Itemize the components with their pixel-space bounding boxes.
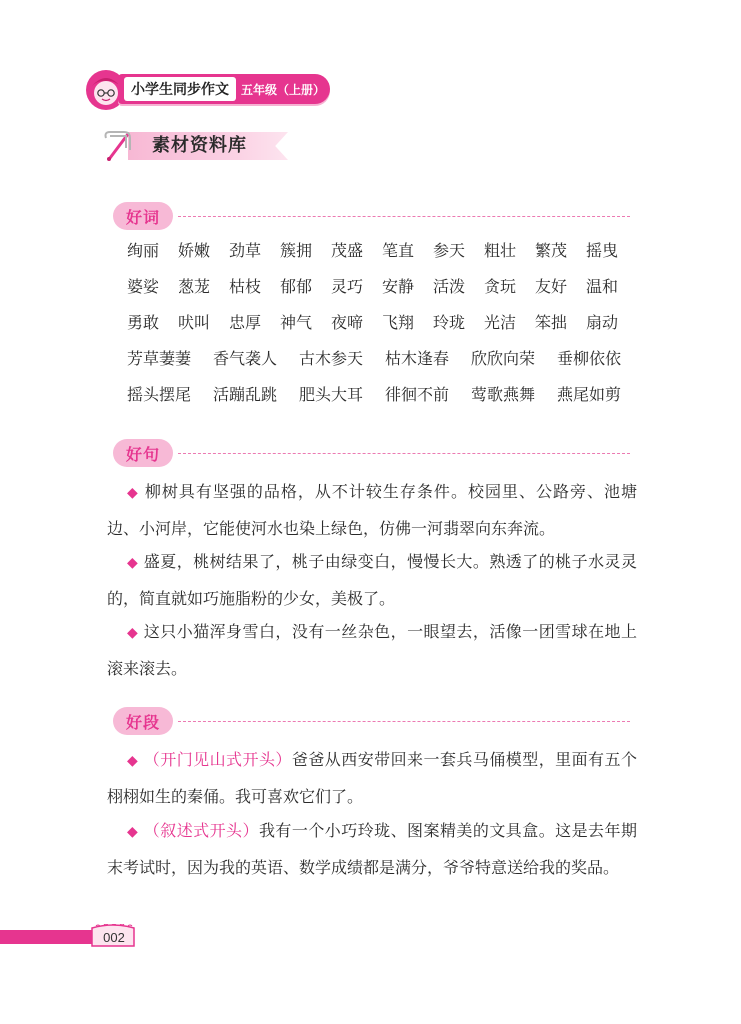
word: 参天	[433, 241, 466, 260]
idiom-list	[127, 346, 637, 418]
sentence-item	[107, 544, 637, 616]
word: 夜啼	[331, 313, 364, 332]
word: 粗壮	[484, 241, 517, 260]
word-list	[127, 238, 637, 346]
word: 笨拙	[535, 313, 568, 332]
word: 飞翔	[382, 313, 415, 332]
sentence-item	[107, 614, 637, 686]
sentence-item	[107, 474, 637, 546]
sentence-text: 柳树具有坚强的品格，从不计较生存条件。校园里、公路旁、池塘边、小河岸，它能使河水也染上绿色，仿佛一河翡翠向东奔流。	[107, 482, 637, 538]
sentence-text: 这只小猫浑身雪白，没有一丝杂色，一眼望去，活像一团雪球在地上滚来滚去。	[107, 622, 637, 678]
paragraph-type-tag: （开门见山式开头）	[143, 750, 292, 769]
good-paragraphs-label	[113, 707, 173, 735]
word: 茂盛	[331, 241, 364, 260]
diamond-bullet-icon: ◆	[127, 753, 139, 769]
paragraph-text: 爸爸从西安带回来一套兵马俑模型，里面有五个栩栩如生的秦俑。我可喜欢它们了。	[107, 750, 637, 806]
diamond-bullet-icon: ◆	[127, 625, 139, 641]
paperclip-pen-icon	[100, 128, 140, 164]
idiom: 古木参天	[299, 349, 364, 368]
idiom: 枯木逢春	[385, 349, 450, 368]
sentence-text: 盛夏，桃树结果了，桃子由绿变白，慢慢长大。熟透了的桃子水灵灵的，简直就如巧施脂粉的少女，美极了。	[107, 552, 637, 608]
idiom: 活蹦乱跳	[213, 385, 278, 404]
good-words-label	[113, 202, 173, 230]
idiom: 莺歌燕舞	[471, 385, 536, 404]
word: 繁茂	[535, 241, 568, 260]
word: 枯枝	[229, 277, 262, 296]
word: 劲草	[229, 241, 262, 260]
diamond-bullet-icon: ◆	[127, 824, 139, 840]
word: 勇敢	[127, 313, 160, 332]
idiom: 摇头摆尾	[127, 385, 192, 404]
good-paragraphs-label-text: 好段	[125, 712, 160, 732]
word: 光洁	[484, 313, 517, 332]
word: 贪玩	[484, 277, 517, 296]
book-title: 小学生同步作文	[124, 77, 236, 101]
idiom: 燕尾如剪	[557, 385, 622, 404]
word: 忠厚	[229, 313, 262, 332]
word: 郁郁	[280, 277, 313, 296]
paragraph-item	[107, 742, 637, 814]
good-sentences-label-text: 好句	[125, 444, 160, 464]
page-number: 002	[103, 929, 125, 945]
idiom: 欣欣向荣	[471, 349, 536, 368]
word: 葱茏	[178, 277, 211, 296]
paragraph-type-tag: （叙述式开头）	[143, 821, 259, 840]
good-sentences-label	[113, 439, 173, 467]
word: 安静	[382, 277, 415, 296]
idiom: 芳草萋萋	[127, 349, 192, 368]
good-sentences-divider	[178, 453, 630, 454]
word: 友好	[535, 277, 568, 296]
word: 笔直	[382, 241, 415, 260]
idiom: 徘徊不前	[385, 385, 450, 404]
word: 玲珑	[433, 313, 466, 332]
paragraph-item	[107, 813, 637, 885]
idiom: 垂柳依依	[557, 349, 622, 368]
word: 摇曳	[586, 241, 619, 260]
word: 扇动	[586, 313, 619, 332]
word: 温和	[586, 277, 619, 296]
idiom: 香气袭人	[213, 349, 278, 368]
section-banner	[100, 126, 290, 166]
word: 簇拥	[280, 241, 313, 260]
word: 吠叫	[178, 313, 211, 332]
idiom: 肥头大耳	[299, 385, 364, 404]
section-title: 素材资料库	[152, 135, 247, 156]
paragraph-text: 我有一个小巧玲珑、图案精美的文具盒。这是去年期末考试时，因为我的英语、数学成绩都是满分，爷爷特意送给我的奖品。	[107, 821, 637, 877]
diamond-bullet-icon: ◆	[127, 485, 139, 501]
word: 灵巧	[331, 277, 364, 296]
word: 神气	[280, 313, 313, 332]
word: 活泼	[433, 277, 466, 296]
grade-label: 五年级（上册）	[240, 82, 325, 97]
footer-bar	[0, 930, 100, 944]
diamond-bullet-icon: ◆	[127, 555, 139, 571]
word: 婆娑	[127, 277, 160, 296]
word: 绚丽	[127, 241, 160, 260]
good-words-label-text: 好词	[125, 207, 160, 227]
good-paragraphs-divider	[178, 721, 630, 722]
word: 娇嫩	[178, 241, 211, 260]
good-words-divider	[178, 216, 630, 217]
